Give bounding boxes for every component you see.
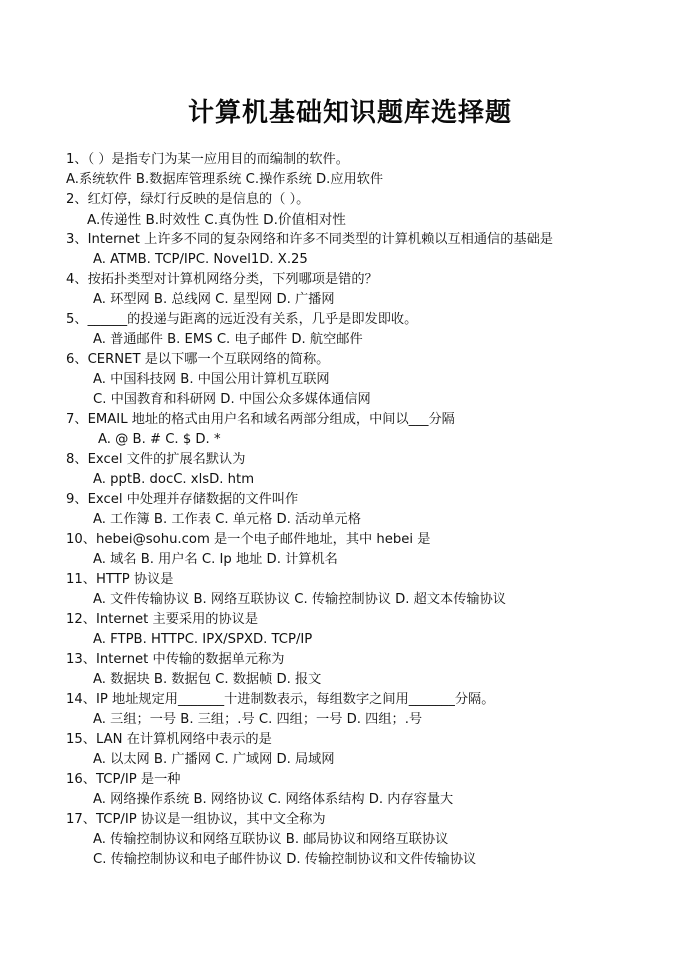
option-line: A. FTPB. HTTPC. IPX/SPXD. TCP/IP: [93, 632, 313, 647]
option-line: A.传递性 B.时效性 C.真伪性 D.价值相对性: [87, 212, 346, 228]
question-line: 4、按拓扑类型对计算机网络分类，下列哪项是错的？: [66, 272, 378, 287]
option-line: A. 网络操作系统 B. 网络协议 C. 网络体系结构 D. 内存容量大: [93, 792, 454, 807]
question-line: 2、红灯停，绿灯行反映的是信息的（ ）。: [66, 192, 310, 207]
question-line: 15、LAN 在计算机网络中表示的是: [66, 732, 272, 747]
option-line: A. 工作簿 B. 工作表 C. 单元格 D. 活动单元格: [93, 512, 361, 527]
question-line: 13、Internet 中传输的数据单元称为: [66, 652, 285, 667]
option-line: A.系统软件 B.数据库管理系统 C.操作系统 D.应用软件: [66, 172, 384, 187]
option-line: A. pptB. docC. xlsD. htm: [93, 472, 255, 487]
option-line: A. 普通邮件 B. EMS C. 电子邮件 D. 航空邮件: [93, 332, 363, 347]
option-line: A. 环型网 B. 总线网 C. 星型网 D. 广播网: [93, 292, 335, 307]
question-line: 7、EMAIL 地址的格式由用户名和域名两部分组成，中间以___分隔: [66, 412, 455, 427]
option-line: A. 域名 B. 用户名 C. Ip 地址 D. 计算机名: [93, 552, 338, 567]
option-line: A. 文件传输协议 B. 网络互联协议 C. 传输控制协议 D. 超文本传输协议: [93, 592, 506, 607]
option-line: A. 传输控制协议和网络互联协议 B. 邮局协议和网络互联协议: [93, 832, 449, 847]
question-line: 12、Internet 主要采用的协议是: [66, 612, 259, 627]
question-line: 14、IP 地址规定用_______十进制数表示，每组数字之间用_______分隔。: [66, 692, 495, 707]
question-line: 1、（ ）是指专门为某一应用目的而编制的软件。: [66, 152, 349, 167]
option-line: A. 中国科技网 B. 中国公用计算机互联网: [93, 372, 330, 387]
question-line: 3、Internet 上许多不同的复杂网络和许多不同类型的计算机赖以互相通信的基础是: [66, 232, 553, 247]
question-line: 5、______的投递与距离的远近没有关系，几乎是即发即收。: [66, 312, 418, 327]
question-line: 17、TCP/IP 协议是一组协议，其中文全称为: [66, 812, 326, 827]
question-line: 8、Excel 文件的扩展名默认为: [66, 452, 246, 467]
option-line: A. 数据块 B. 数据包 C. 数据帧 D. 报文: [93, 672, 322, 687]
option-line: C. 传输控制协议和电子邮件协议 D. 传输控制协议和文件传输协议: [93, 852, 477, 867]
option-line: A. 以太网 B. 广播网 C. 广域网 D. 局域网: [93, 752, 335, 767]
option-line: A. @ B. # C. $ D. *: [98, 432, 221, 447]
question-line: 11、HTTP 协议是: [66, 572, 174, 587]
option-line: A. 三组；一号 B. 三组；.号 C. 四组；一号 D. 四组；.号: [93, 712, 423, 727]
option-line: A. ATMB. TCP/IPC. Novel1D. X.25: [93, 252, 308, 267]
option-line: C. 中国教育和科研网 D. 中国公众多媒体通信网: [93, 392, 371, 407]
question-line: 10、hebei@sohu.com 是一个电子邮件地址，其中 hebei 是: [66, 532, 431, 547]
question-line: 6、CERNET 是以下哪一个互联网络的简称。: [66, 352, 330, 367]
question-list: [66, 150, 686, 870]
question-line: 16、TCP/IP 是一种: [66, 772, 181, 787]
document-title: 计算机基础知识题库选择题: [187, 98, 512, 128]
question-line: 9、Excel 中处理并存储数据的文件叫作: [66, 492, 299, 507]
